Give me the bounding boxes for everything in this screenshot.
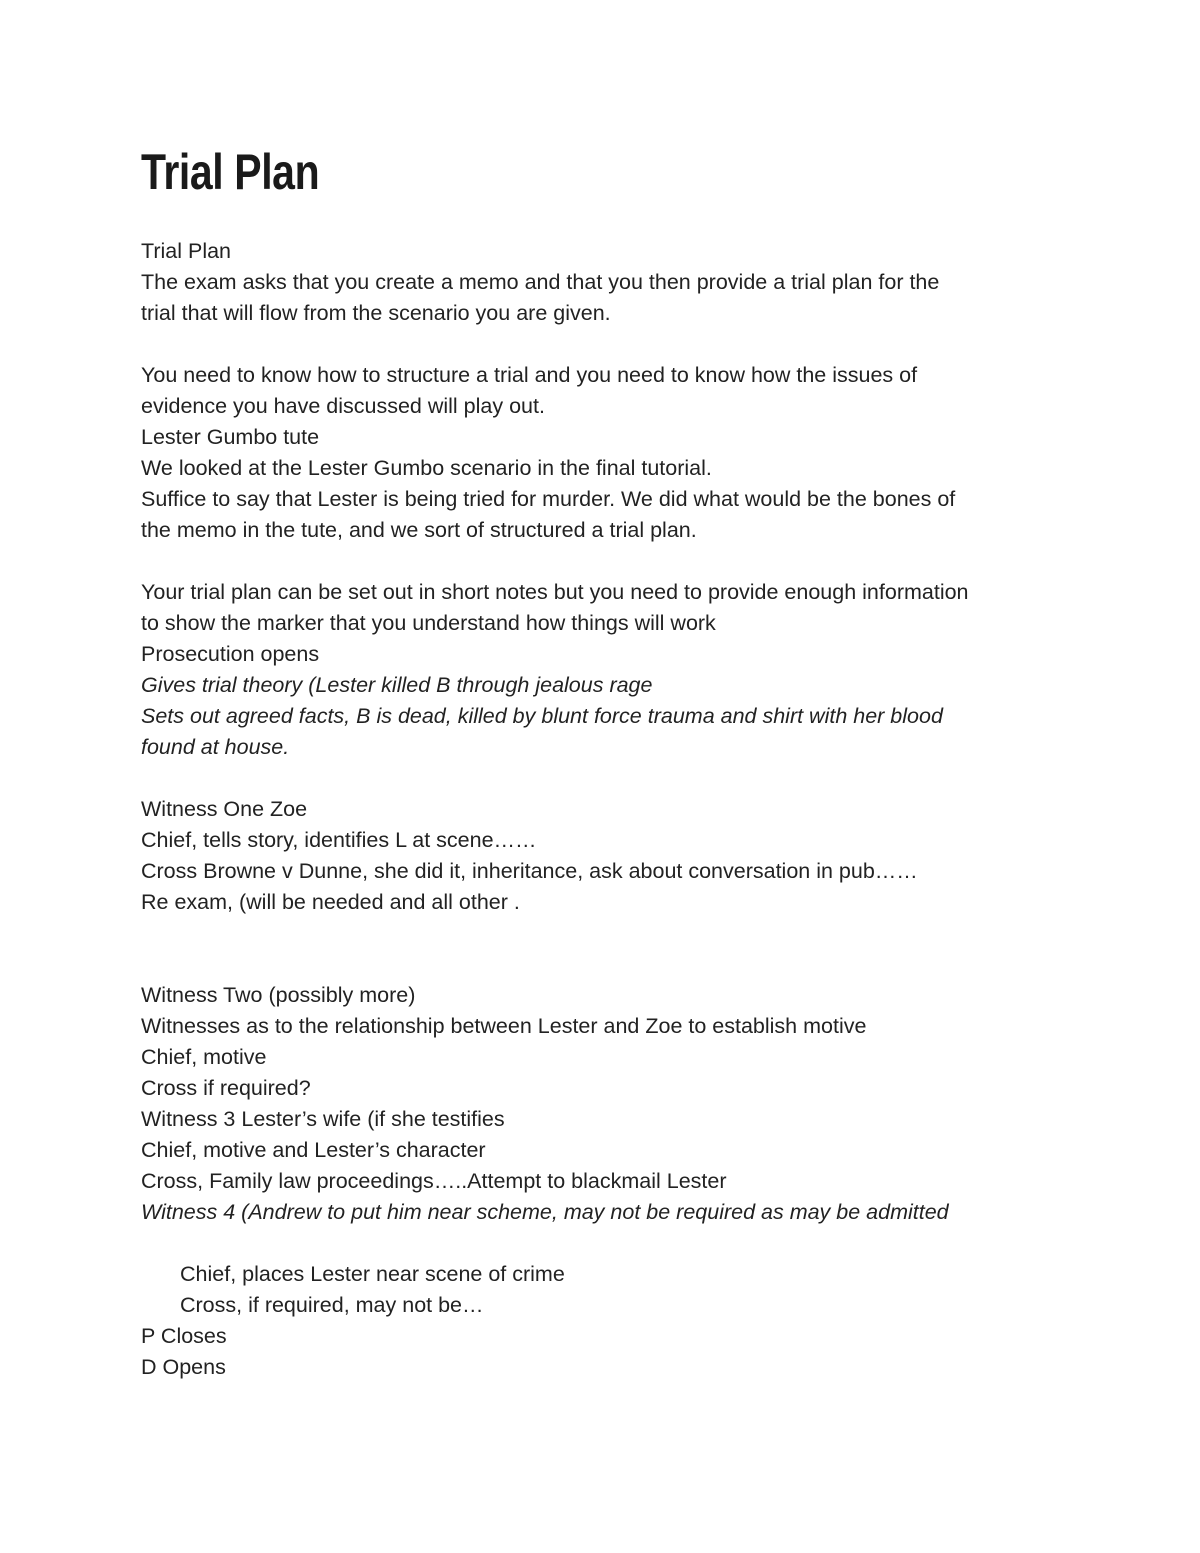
text-line: Cross, Family law proceedings…..Attempt to blackmail Lester: [141, 1169, 727, 1193]
text-line: Witnesses as to the relationship between Lester and Zoe to establish motive: [141, 1014, 867, 1038]
italic-note: Witness 4 (Andrew to put him near scheme, may not be required as may be admitted: [141, 1200, 949, 1224]
section-heading: Witness Two (possibly more): [141, 983, 416, 1007]
text-line: Chief, motive: [141, 1045, 267, 1069]
text-line: evidence you have discussed will play out.: [141, 394, 545, 418]
text-line: We looked at the Lester Gumbo scenario in the final tutorial.: [141, 456, 712, 480]
text-line: P Closes: [141, 1324, 227, 1348]
blank-line: [141, 329, 1101, 360]
indented-line: Cross, if required, may not be…: [180, 1293, 484, 1317]
text-line: trial that will flow from the scenario you are given.: [141, 301, 611, 325]
italic-note: Sets out agreed facts, B is dead, killed by blunt force trauma and shirt with her blood: [141, 704, 943, 728]
text-line: Chief, motive and Lester’s character: [141, 1138, 486, 1162]
page-title: Trial Plan: [141, 144, 320, 200]
section-heading: Lester Gumbo tute: [141, 425, 320, 449]
section-heading: Prosecution opens: [141, 642, 320, 666]
text-line: the memo in the tute, and we sort of structured a trial plan.: [141, 518, 697, 542]
text-line: Chief, tells story, identifies L at scene……: [141, 828, 537, 852]
text-line: Suffice to say that Lester is being tried for murder. We did what would be the bones of: [141, 487, 956, 511]
blank-line: [141, 1228, 1101, 1259]
text-line: Your trial plan can be set out in short notes but you need to provide enough information: [141, 580, 969, 604]
indented-line: Chief, places Lester near scene of crime: [180, 1262, 565, 1286]
italic-note: found at house.: [141, 735, 290, 759]
text-line: Trial Plan: [141, 239, 232, 263]
document-body: [141, 236, 1101, 1383]
text-line: D Opens: [141, 1355, 226, 1379]
text-line: to show the marker that you understand how things will work: [141, 611, 716, 635]
text-line: You need to know how to structure a trial and you need to know how the issues of: [141, 363, 918, 387]
text-line: Re exam, (will be needed and all other .: [141, 890, 520, 914]
section-heading: Witness One Zoe: [141, 797, 308, 821]
italic-note: Gives trial theory (Lester killed B through jealous rage: [141, 673, 653, 697]
text-line: Cross Browne v Dunne, she did it, inheritance, ask about conversation in pub……: [141, 859, 918, 883]
blank-line: [141, 918, 1101, 980]
blank-line: [141, 763, 1101, 794]
section-heading: Witness 3 Lester’s wife (if she testifies: [141, 1107, 505, 1131]
blank-line: [141, 546, 1101, 577]
text-line: Cross if required?: [141, 1076, 311, 1100]
text-line: The exam asks that you create a memo and that you then provide a trial plan for the: [141, 270, 940, 294]
